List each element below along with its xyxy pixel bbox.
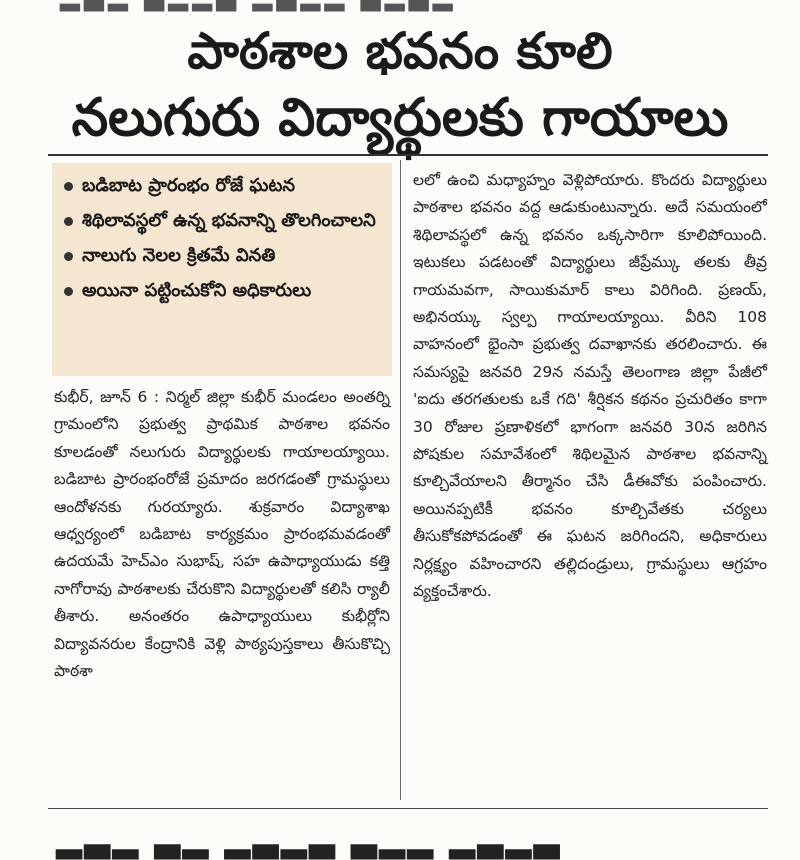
headline-line-1: పాఠశాల భవనం కూలి [187, 22, 613, 80]
highlight-text: అయినా పట్టించుకోని అధికారులు [82, 280, 312, 301]
highlight-item [60, 208, 386, 234]
cropped-previous-headline [0, 0, 800, 10]
article-paragraph: లలో ఉంచి మధ్యాహ్నం వెళ్లిపోయారు. కొందరు విద్యార్థులు పాఠశాల భవనం వద్ద ఆడుకుంటున్నారు. అదే సమయంలో శిథిలావస్థలో ఉన్న భవనం ఒక్కసారిగా కూలిపోయింది. ఇటుకలు పడటంతో విద్యార్థులు జీప్రేమ్కు తలకు తీవ్ర గాయమవగా, సాయికుమార్ కాలు విరిగింది. ప్రణయ్, అభినయ్కు స్వల్ప గాయాలయ్యాయి. వీరిని 108 వాహనంలో భైంసా ప్రభుత్వ దవాఖానకు తరలించారు. ఈ సమస్యపై జనవరి 29న నమస్తే తెలంగాణ జిల్లా పేజీలో 'ఐదు తరగతులకు ఒకే గది' శీర్షికన కథనం ప్రచురితం కాగా 30 రోజుల ప్రణాళికలో భాగంగా జనవరి 30న జరిగిన పోషకుల సమావేశంలో శిథిలమైన పాఠశాల భవనాన్ని కూల్చివేయాలని తీర్మానం చేసి డీఈవోకు పంపించారు. అయినప్పటికీ భవనం కూల్చివేతకు చర్యలు తీసుకోకపోవడంతో ఈ ఘటన జరిగిందని, అధికారులు నిర్లక్ష్యం వహించారని తల్లిదండ్రులు, గ్రామస్థులు ఆగ్రహం వ్యక్తంచేశారు. [413, 171, 767, 601]
column-divider [400, 160, 401, 800]
highlights-box [52, 163, 392, 376]
highlight-item [60, 278, 386, 304]
bullet-icon [64, 252, 73, 261]
article-body-right-column [413, 167, 767, 606]
highlight-text: నాలుగు నెలల క్రితమే వినతి [82, 245, 276, 266]
headline-divider [48, 154, 768, 156]
headline-line-2: నలుగురు విద్యార్థులకు గాయాలు [71, 88, 729, 148]
highlight-text: బడిబాట ప్రారంభం రోజే ఘటన [82, 175, 295, 196]
bottom-divider [48, 808, 768, 809]
article-paragraph: కుభీర్, జూన్ 6 : నిర్మల్ జిల్లా కుభీర్ మండలం అంతర్ని గ్రామంలోని ప్రభుత్వ ప్రాథమిక పాఠశాల భవనం కూలడంతో నలుగురు విద్యార్థులకు గాయాలయ్యాయి. బడిబాట ప్రారంభంరోజే ప్రమాదం జరగడంతో గ్రామస్థులు ఆందోళనకు గురయ్యారు. శుక్రవారం విద్యాశాఖ ఆధ్వర్యంలో బడిబాట కార్యక్రమం ప్రారంభమవడంతో ఉదయమే హెచ్ఎం సుభాష్, సహ ఉపాధ్యాయుడు కత్తి నాగోరావు పాఠశాలకు చేరుకొని విద్యార్థులతో కలిసి ర్యాలీ తీశారు. అనంతరం ఉపాధ్యాయులు కుభీర్లోని విద్యావనరుల కేంద్రానికి వెళ్లి పాఠ్యపుస్తకాలు తీసుకొచ్చి పాఠశా [54, 388, 390, 681]
cropped-next-headline: ▂▃▂ ▃▂ ▂▃▂▃ ▃▂▂ ▂▃▂▃ [56, 820, 562, 860]
bullet-icon [64, 217, 73, 226]
bullet-icon [64, 182, 73, 191]
highlight-text: శిథిలావస్థలో ఉన్న భవనాన్ని తొలగించాలని [82, 210, 376, 231]
bullet-icon [64, 287, 73, 296]
highlight-item [60, 243, 386, 269]
highlight-item [60, 173, 386, 199]
article-body-left-column [54, 384, 390, 685]
